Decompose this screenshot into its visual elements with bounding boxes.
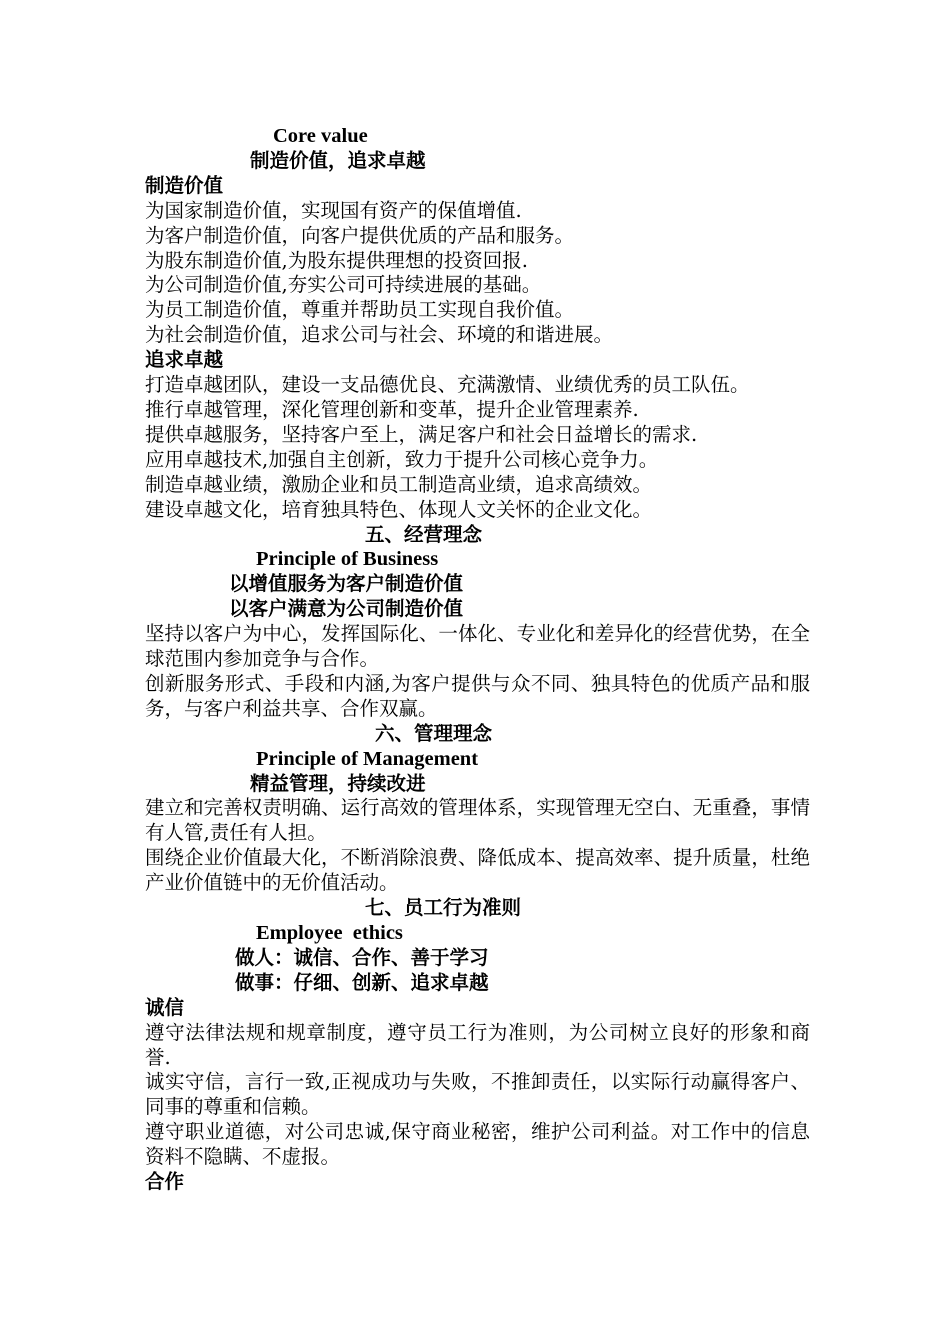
create-value-item: 为股东制造价值,为股东提供理想的投资回报.: [145, 248, 528, 272]
create-value-item: 为社会制造价值，追求公司与社会、环境的和谐进展。: [145, 323, 614, 347]
business-item: 坚持以客户为中心，发挥国际化、一体化、专业化和差异化的经营优势，在全球范围内参加竞争与合作。: [145, 622, 810, 671]
create-value-item: 为国家制造价值，实现国有资产的保值增值.: [145, 198, 522, 222]
business-heading-cn: 五、经营理念: [365, 522, 483, 546]
business-motto: 以客户满意为公司制造价值: [229, 597, 464, 621]
integrity-title: 诚信: [145, 995, 185, 1019]
integrity-item: 诚实守信，言行一致,正视成功与失败，不推卸责任，以实际行动赢得客户、同事的尊重和信赖。: [145, 1070, 810, 1119]
pursue-excellence-item: 应用卓越技术,加强自主创新，致力于提升公司核心竞争力。: [145, 447, 659, 471]
pursue-excellence-item: 推行卓越管理，深化管理创新和变革，提升企业管理素养.: [145, 397, 639, 421]
pursue-excellence-item: 提供卓越服务，坚持客户至上，满足客户和社会日益增长的需求.: [145, 422, 698, 446]
management-heading-en: Principle of Management: [256, 747, 479, 770]
business-motto: 以增值服务为客户制造价值: [229, 572, 464, 596]
pursue-excellence-item: 打造卓越团队，建设一支品德优良、充满激情、业绩优秀的员工队伍。: [145, 373, 750, 397]
ethics-motto: 做人：诚信、合作、善于学习: [235, 945, 489, 969]
business-item: 创新服务形式、手段和内涵,为客户提供与众不同、独具特色的优质产品和服务，与客户利益共享、合作双赢。: [145, 671, 810, 720]
management-heading-cn: 六、管理理念: [375, 721, 493, 745]
management-motto: 精益管理，持续改进: [250, 771, 426, 795]
ethics-heading-cn: 七、员工行为准则: [365, 896, 522, 920]
pursue-excellence-item: 制造卓越业绩，激励企业和员工制造高业绩，追求高绩效。: [145, 472, 653, 496]
create-value-item: 为公司制造价值,夯实公司可持续进展的基础。: [145, 273, 542, 297]
create-value-title: 制造价值: [145, 173, 224, 197]
document-page: [145, 124, 810, 1195]
pursue-excellence-item: 建设卓越文化，培育独具特色、体现人文关怀的企业文化。: [145, 497, 653, 521]
core-value-heading-en: Core value: [273, 125, 368, 147]
ethics-heading-en: Employee ethics: [256, 922, 403, 944]
core-value-heading-cn: 制造价值，追求卓越: [250, 148, 426, 172]
cooperation-title: 合作: [145, 1170, 185, 1194]
pursue-excellence-title: 追求卓越: [145, 348, 224, 372]
business-heading-en: Principle of Business: [256, 548, 439, 571]
management-item: 建立和完善权责明确、运行高效的管理体系，实现管理无空白、无重叠，事情有人管,责任有人担。: [145, 796, 810, 845]
integrity-item: 遵守职业道德，对公司忠诚,保守商业秘密，维护公司利益。对工作中的信息资料不隐瞒、不虚报。: [145, 1120, 810, 1169]
create-value-item: 为客户制造价值，向客户提供优质的产品和服务。: [145, 223, 575, 247]
management-item: 围绕企业价值最大化，不断消除浪费、降低成本、提高效率、提升质量，杜绝产业价值链中的无价值活动。: [145, 846, 810, 895]
integrity-item: 遵守法律法规和规章制度，遵守员工行为准则，为公司树立良好的形象和商誉.: [145, 1020, 810, 1069]
create-value-item: 为员工制造价值，尊重并帮助员工实现自我价值。: [145, 298, 575, 322]
ethics-motto: 做事：仔细、创新、追求卓越: [235, 970, 489, 994]
